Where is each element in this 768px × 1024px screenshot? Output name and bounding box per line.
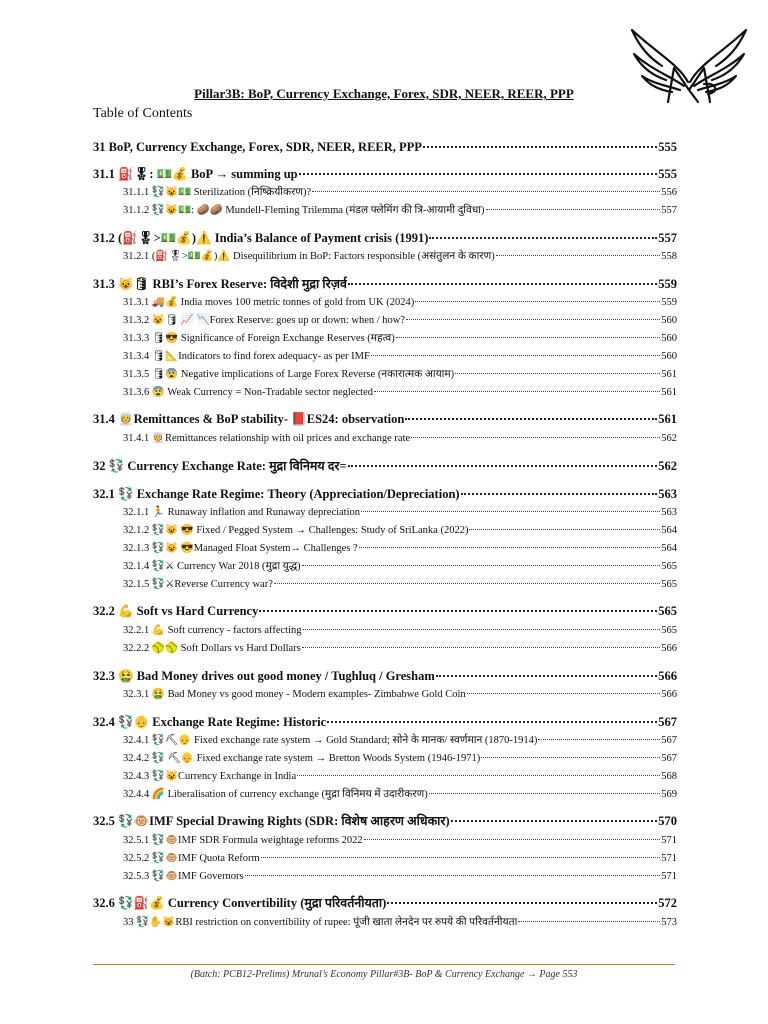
toc-entry-page: 555 (658, 166, 677, 181)
toc-entry-title: 32.4.4 🌈 Liberalisation of currency exchange (मुद्रा विनिमय में उदारीकरण) (123, 788, 428, 800)
toc-entry-title: 31.1 ⛽🎖: 💵💰 BoP → summing up (93, 166, 298, 181)
page-title: Pillar3B: BoP, Currency Exchange, Forex, SDR, NEER, REER, PPP (194, 86, 574, 101)
toc-entry[interactable] (93, 892, 677, 911)
toc-entry[interactable] (123, 785, 677, 801)
toc-entry-title: 31.2 (⛽🎖>💵💰)⚠️ India’s Balance of Payment crisis (1991) (93, 230, 429, 245)
dot-leader (302, 557, 661, 566)
toc-entry-page: 558 (661, 250, 677, 262)
toc-entry-title: 31.4.1 👳Remittances relationship with oil prices and exchange rate (123, 432, 411, 444)
toc-entry-title: 32.1 💱 Exchange Rate Regime: Theory (Appreciation/Depreciation) (93, 486, 460, 501)
toc-entry[interactable] (123, 293, 677, 308)
toc-entry-page: 566 (661, 688, 677, 700)
dot-leader (406, 311, 660, 320)
toc-entry[interactable] (123, 183, 677, 199)
toc-entry-page: 567 (658, 714, 677, 729)
dot-leader (481, 749, 660, 758)
dot-leader (396, 329, 661, 338)
toc-entry-page: 564 (661, 524, 677, 536)
toc-entry-title: 31.1.1 💱😺💵 Sterilization (निष्क्रियीकरण)? (123, 186, 312, 198)
toc-entry-page: 561 (661, 386, 677, 398)
toc-entry-title: 32.1.5 💱⚔Reverse Currency war? (123, 578, 273, 590)
toc-entry-page: 565 (658, 603, 677, 618)
toc-entry-title: 31.3 😺🛢 RBI’s Forex Reserve: विदेशी मुद्रा रिज़र्व (93, 276, 347, 291)
toc-heading: Table of Contents (93, 106, 193, 121)
toc-entry[interactable] (123, 575, 677, 590)
dot-leader (359, 539, 661, 548)
dot-leader (518, 913, 660, 922)
toc-entry[interactable] (123, 247, 677, 263)
page-footer: (Batch: PCB12-Prelims) Mrunal’s Economy Pillar#3B- BoP & Currency Exchange → Page 553 (190, 969, 578, 980)
toc-entry[interactable] (123, 347, 677, 362)
dot-leader (374, 383, 660, 392)
toc-entry-page: 567 (661, 752, 677, 764)
toc-entry[interactable] (123, 685, 677, 700)
toc-entry[interactable] (123, 539, 677, 554)
dot-leader (436, 665, 657, 677)
toc-entry-page: 560 (661, 332, 677, 344)
toc-entry[interactable] (123, 503, 677, 518)
dot-leader (387, 892, 657, 904)
toc-entry-title: 31.3.2 😺🛢 📈 📉Forex Reserve: goes up or down: when / how? (123, 314, 406, 326)
toc-entry-page: 560 (661, 350, 677, 362)
toc-entry[interactable] (93, 711, 677, 730)
dot-leader (411, 429, 660, 438)
toc-entry-page: 557 (661, 204, 677, 216)
toc-entry-page: 570 (658, 813, 677, 828)
toc-entry-title: 31.3.6 😨 Weak Currency = Non-Tradable sector neglected (123, 386, 373, 398)
toc-entry-title: 32.5.2 💱🐵IMF Quota Reform (123, 852, 260, 864)
toc-entry[interactable] (123, 731, 677, 747)
dot-leader (496, 247, 661, 256)
dot-leader (274, 575, 660, 584)
toc-entry-title: 32.4.1 💱⛏👴 Fixed exchange rate system → Gold Standard; सोने के मानक/ स्वर्णमान (1870-1914) (123, 734, 538, 746)
toc-entry-page: 559 (661, 296, 677, 308)
footer-divider (93, 964, 675, 965)
dot-leader (469, 521, 660, 530)
toc-entry-title: 31.3.1 🚚💰 India moves 100 metric tonnes of gold from UK (2024) (123, 296, 415, 308)
toc-entry-page: 561 (658, 411, 677, 426)
dot-leader (451, 810, 658, 822)
toc-entry[interactable] (93, 810, 677, 829)
toc-entry[interactable] (93, 273, 677, 292)
toc-entry-title: 31.3.4 🛢📐Indicators to find forex adequacy- as per IMF (123, 350, 370, 362)
toc-entry-title: 32.6 💱⛽💰 Currency Convertibility (मुद्रा परिवर्तनीयता) (93, 895, 387, 910)
toc-entry[interactable] (123, 429, 677, 444)
dot-leader (538, 731, 660, 740)
dot-leader (348, 273, 657, 285)
toc-entry-page: 559 (658, 276, 677, 291)
toc-entry-title: 32.2 💪 Soft vs Hard Currency (93, 603, 259, 618)
toc-entry[interactable] (123, 867, 677, 882)
toc-entry-title: 31.1.2 💱😺💵: 🥔🥔 Mundell-Fleming Trilemma (मंडल फ्लेमिंग की त्रि-आयामी दुविधा) (123, 204, 485, 216)
toc-entry-page: 571 (661, 852, 677, 864)
toc-entry[interactable] (123, 383, 677, 398)
toc-entry[interactable] (93, 136, 677, 155)
toc-entry-page: 557 (658, 230, 677, 245)
toc-entry-title: 31.4 👳Remittances & BoP stability- 📕ES24: observation (93, 411, 405, 426)
toc-entry[interactable] (123, 767, 677, 782)
toc-entry-page: 561 (661, 368, 677, 380)
toc-entry[interactable] (123, 639, 677, 654)
toc-entry[interactable] (123, 201, 677, 217)
toc-entry[interactable] (123, 913, 677, 929)
toc-entry-title: 32.3 🤮 Bad Money drives out good money / Tughluq / Gresham (93, 668, 435, 683)
toc-entry-title: 32.1.3 💱😺 😎Managed Float System→ Challenges ? (123, 542, 358, 554)
toc-entry-title: 31.3.5 🛢😨 Negative implications of Large Forex Reverse (नकारात्मक आयाम) (123, 368, 455, 380)
toc-entry-page: 571 (661, 870, 677, 882)
toc-entry[interactable] (123, 831, 677, 846)
toc-entry-page: 565 (661, 624, 677, 636)
toc-entry-page: 571 (661, 834, 677, 846)
toc-entry-page: 563 (658, 486, 677, 501)
toc-entry-title: 32.1.2 💱😺 😎 Fixed / Pegged System → Challenges: Study of SriLanka (2022) (123, 524, 469, 536)
toc-entry[interactable] (93, 600, 677, 619)
dot-leader (361, 503, 660, 512)
toc-entry-title: 32.5.3 💱🐵IMF Governors (123, 870, 244, 882)
dot-leader (299, 163, 658, 175)
toc-entry-page: 567 (661, 734, 677, 746)
toc-entry-title: 32 💱 Currency Exchange Rate: मुद्रा विनिमय दर= (93, 458, 347, 473)
toc-entry-page: 564 (661, 542, 677, 554)
toc-entry[interactable] (123, 749, 677, 764)
toc-entry-title: 31.3.3 🛢😎 Significance of Foreign Exchange Reserves (महत्व) (123, 332, 395, 344)
toc-entry[interactable] (93, 455, 677, 474)
dot-leader (423, 136, 657, 148)
toc-entry-page: 573 (661, 916, 677, 928)
dot-leader (348, 455, 658, 467)
toc-entry-title: 31.2.1 (⛽🎖>💵💰)⚠️ Disequilibrium in BoP: Factors responsible (असंतुलन के कारण) (123, 250, 495, 262)
dot-leader (371, 347, 660, 356)
dot-leader (245, 867, 661, 876)
dot-leader (312, 183, 660, 192)
toc-entry-title: 31 BoP, Currency Exchange, Forex, SDR, NEER, REER, PPP (93, 139, 422, 154)
toc-entry[interactable] (123, 557, 677, 573)
toc-entry-title: 33 💱✋😺RBI restriction on convertibility of rupee: पूंजी खाता लेनदेन पर रुपये की परिवर्तनीयता (123, 916, 518, 928)
toc-entry[interactable] (123, 621, 677, 636)
toc-entry-page: 565 (661, 560, 677, 572)
dot-leader (302, 639, 660, 648)
toc-entry-page: 556 (661, 186, 677, 198)
dot-leader (405, 408, 657, 420)
dot-leader (259, 600, 657, 612)
toc-entry[interactable] (123, 849, 677, 864)
dot-leader (303, 621, 661, 630)
toc-entry[interactable] (123, 329, 677, 345)
dot-leader (415, 293, 660, 302)
toc-entry[interactable] (93, 163, 677, 182)
toc-entry-title: 32.1.4 💱⚔ Currency War 2018 (मुद्रा युद्ध) (123, 560, 301, 572)
toc-entry-title: 32.2.2 🥎🥎 Soft Dollars vs Hard Dollars (123, 642, 301, 654)
toc-entry[interactable] (93, 408, 677, 427)
dot-leader (297, 767, 660, 776)
dot-leader (455, 365, 660, 374)
dot-leader (364, 831, 661, 840)
toc-entry-title: 32.4 💱👴 Exchange Rate Regime: Historic (93, 714, 327, 729)
toc-entry-page: 562 (661, 432, 677, 444)
toc-entry-title: 32.4.2 💱 ⛏👴 Fixed exchange rate system → Bretton Woods System (1946-1971) (123, 752, 481, 764)
toc-entry[interactable] (123, 365, 677, 381)
toc-entry-page: 555 (658, 139, 677, 154)
toc-entry-title: 32.3.1 🤮 Bad Money vs good money - Modern examples- Zimbabwe Gold Coin (123, 688, 466, 700)
toc-entry-page: 566 (658, 668, 677, 683)
toc-entry-page: 569 (661, 788, 677, 800)
toc-entry[interactable] (123, 311, 677, 326)
toc-entry[interactable] (93, 227, 677, 246)
dot-leader (261, 849, 661, 858)
dot-leader (467, 685, 661, 694)
toc-entry[interactable] (93, 483, 677, 502)
dot-leader (327, 711, 657, 723)
toc-entry-page: 563 (661, 506, 677, 518)
toc-entry-page: 562 (658, 458, 677, 473)
toc-entry-page: 565 (661, 578, 677, 590)
toc-entry-page: 560 (661, 314, 677, 326)
dot-leader (429, 785, 661, 794)
toc-entry-title: 32.5.1 💱🐵IMF SDR Formula weightage reforms 2022 (123, 834, 363, 846)
dot-leader (461, 483, 658, 495)
toc-entry-title: 32.2.1 💪 Soft currency - factors affecting (123, 624, 302, 636)
dot-leader (429, 227, 657, 239)
dot-leader (486, 201, 661, 210)
toc-entry-page: 572 (658, 895, 677, 910)
toc-entry[interactable] (93, 665, 677, 684)
toc-entry-title: 32.5 💱🐵IMF Special Drawing Rights (SDR: विशेष आहरण अधिकार) (93, 813, 450, 828)
toc-entry-title: 32.1.1 🏃 Runaway inflation and Runaway depreciation (123, 506, 361, 518)
toc-entry-page: 568 (661, 770, 677, 782)
toc-entry-title: 32.4.3 💱😺Currency Exchange in India (123, 770, 297, 782)
toc-entry-page: 566 (661, 642, 677, 654)
toc-entry[interactable] (123, 521, 677, 536)
